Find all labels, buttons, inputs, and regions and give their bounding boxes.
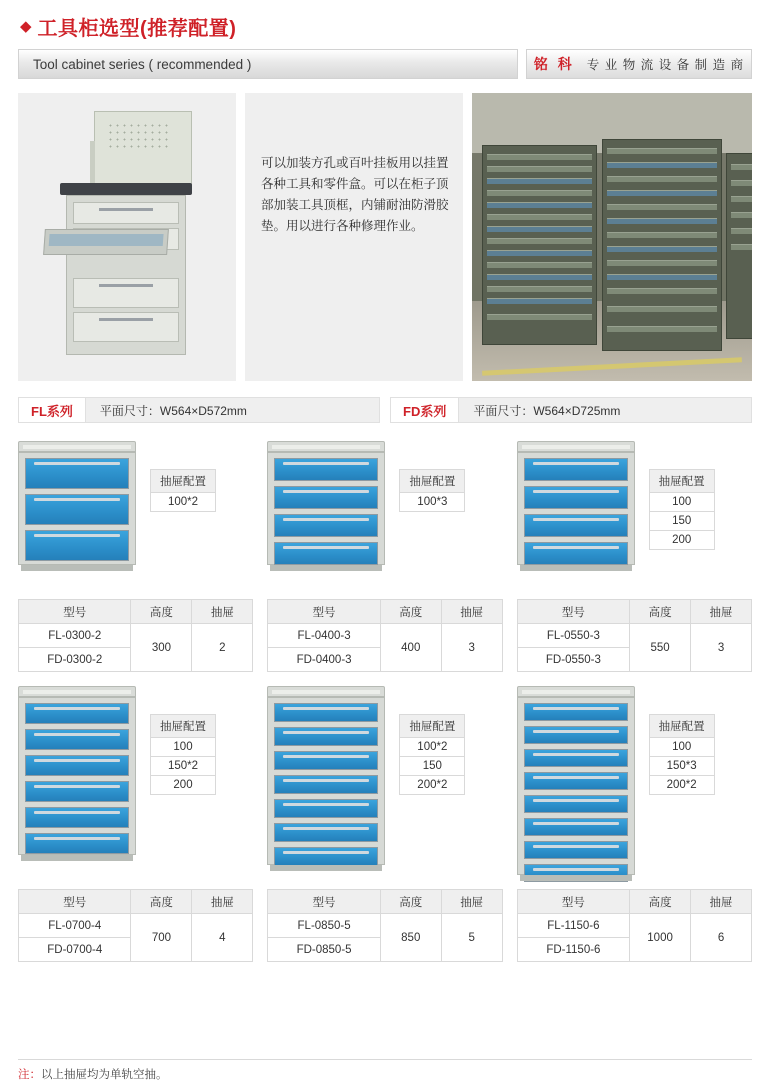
cabinet-drawing <box>517 686 635 881</box>
series-fl-dimension: 平面尺寸：W564×D572mm <box>99 403 247 418</box>
col-drawers: 抽屉 <box>441 600 502 624</box>
col-height: 高度 <box>380 600 441 624</box>
cabinet-top-mat <box>60 183 192 195</box>
drawer-config-box <box>649 714 715 795</box>
note-label: 注： <box>18 1069 41 1081</box>
brand-tagline: 专 业 物 流 设 备 制 造 商 <box>586 58 745 72</box>
drawer-config-value: 200 <box>150 776 216 795</box>
spec-table <box>18 599 253 672</box>
drawer-value: 5 <box>441 914 502 962</box>
col-drawers: 抽屉 <box>192 890 253 914</box>
drawer-config-value: 100*2 <box>399 738 465 757</box>
col-height: 高度 <box>630 890 691 914</box>
drawer-config-value: 150*3 <box>649 757 715 776</box>
cabinet-body <box>66 195 186 355</box>
model-fl: FL-1150-6 <box>517 914 629 938</box>
spec-table <box>517 889 752 962</box>
drawer-config-box <box>649 469 715 550</box>
drawer-config-value: 150 <box>649 512 715 531</box>
photo-cabinet-right <box>726 153 752 339</box>
product-card <box>517 441 752 672</box>
height-value: 400 <box>380 624 441 672</box>
drawer-config-value: 100*2 <box>150 493 216 512</box>
spec-table <box>18 889 253 962</box>
series-fd-dimension: 平面尺寸：W564×D725mm <box>473 403 621 418</box>
drawer-value: 6 <box>691 914 752 962</box>
brand-name: 铭 科 <box>533 56 575 72</box>
diamond-icon: ◆ <box>20 18 32 35</box>
product-card <box>267 686 502 962</box>
subtitle-bar <box>18 49 752 79</box>
back-panel-leg <box>90 141 95 189</box>
height-value: 300 <box>131 624 192 672</box>
subtitle-english: Tool cabinet series ( recommended ) <box>18 49 518 79</box>
cabinet-drawing <box>267 686 385 871</box>
drawer-config-value: 100 <box>649 493 715 512</box>
cabinet-drawing <box>18 441 136 571</box>
drawer-config-header: 抽屉配置 <box>399 714 465 738</box>
col-drawers: 抽屉 <box>441 890 502 914</box>
product-card <box>18 686 253 962</box>
page-title-text: 工具柜选型(推荐配置) <box>37 18 237 40</box>
model-fd: FD-1150-6 <box>517 938 629 962</box>
product-grid <box>18 441 752 962</box>
description-panel <box>245 93 463 381</box>
cabinet-illustration <box>52 111 202 361</box>
cabinet-illustration-panel <box>18 93 236 381</box>
brand-banner <box>526 49 752 79</box>
series-bar <box>18 397 752 423</box>
col-height: 高度 <box>380 890 441 914</box>
drawer-config-box <box>150 469 216 512</box>
drawer-config-value: 100 <box>150 738 216 757</box>
drawer-config-header: 抽屉配置 <box>399 469 465 493</box>
model-fd: FD-0300-2 <box>19 648 131 672</box>
drawer-config-header: 抽屉配置 <box>150 714 216 738</box>
drawer-value: 3 <box>441 624 502 672</box>
col-model: 型号 <box>268 600 380 624</box>
drawer-config-value: 200*2 <box>399 776 465 795</box>
col-model: 型号 <box>19 890 131 914</box>
drawer-config-box <box>399 714 465 795</box>
col-model: 型号 <box>19 600 131 624</box>
cabinet-photo <box>472 93 752 381</box>
cabinet-drawing <box>18 686 136 861</box>
spec-table <box>517 599 752 672</box>
drawer-config-value: 150*2 <box>150 757 216 776</box>
series-fd-name: FD系列 <box>391 398 459 422</box>
drawer-value: 3 <box>691 624 752 672</box>
series-fd <box>390 397 752 423</box>
col-drawers: 抽屉 <box>192 600 253 624</box>
height-value: 550 <box>630 624 691 672</box>
col-model: 型号 <box>517 890 629 914</box>
series-fl-name: FL系列 <box>19 398 86 422</box>
height-value: 850 <box>380 914 441 962</box>
col-drawers: 抽屉 <box>691 600 752 624</box>
drawer-config-value: 100 <box>649 738 715 757</box>
height-value: 700 <box>131 914 192 962</box>
model-fd: FD-0400-3 <box>268 648 380 672</box>
col-height: 高度 <box>131 890 192 914</box>
series-fl <box>18 397 380 423</box>
cabinet-drawing <box>267 441 385 571</box>
model-fd: FD-0700-4 <box>19 938 131 962</box>
model-fl: FL-0550-3 <box>517 624 629 648</box>
drawer-config-value: 200 <box>649 531 715 550</box>
photo-cabinet-left <box>482 145 597 345</box>
product-card <box>267 441 502 672</box>
drawer-config-value: 200*2 <box>649 776 715 795</box>
col-model: 型号 <box>268 890 380 914</box>
drawer-value: 2 <box>192 624 253 672</box>
cabinet-photo-panel <box>472 93 752 381</box>
product-card <box>517 686 752 962</box>
model-fl: FL-0850-5 <box>268 914 380 938</box>
drawer-config-header: 抽屉配置 <box>150 469 216 493</box>
drawer-config-header: 抽屉配置 <box>649 469 715 493</box>
open-drawer <box>43 229 169 255</box>
height-value: 1000 <box>630 914 691 962</box>
perforated-back-panel <box>94 111 192 185</box>
perforation-pattern <box>107 122 171 148</box>
cabinet-drawing <box>517 441 635 571</box>
top-panels <box>18 93 752 381</box>
model-fd: FD-0550-3 <box>517 648 629 672</box>
model-fl: FL-0400-3 <box>268 624 380 648</box>
col-height: 高度 <box>630 600 691 624</box>
drawer-config-box <box>399 469 465 512</box>
photo-cabinet-middle <box>602 139 722 351</box>
col-model: 型号 <box>517 600 629 624</box>
model-fl: FL-0700-4 <box>19 914 131 938</box>
note-text: 以上抽屉均为单轨空抽。 <box>41 1069 168 1081</box>
footer-note <box>18 1059 752 1082</box>
drawer-config-value: 150 <box>399 757 465 776</box>
description-text: 可以加装方孔或百叶挂板用以挂置各种工具和零件盒。可以在柜子顶部加装工具顶框，内铺耐油防滑胶垫。用以进行各种修理作业。 <box>261 156 449 233</box>
drawer-config-box <box>150 714 216 795</box>
model-fd: FD-0850-5 <box>268 938 380 962</box>
col-drawers: 抽屉 <box>691 890 752 914</box>
spec-table <box>267 889 502 962</box>
spec-table <box>267 599 502 672</box>
model-fl: FL-0300-2 <box>19 624 131 648</box>
page-title <box>18 0 752 47</box>
drawer-config-value: 100*3 <box>399 493 465 512</box>
drawer-config-header: 抽屉配置 <box>649 714 715 738</box>
drawer-value: 4 <box>192 914 253 962</box>
col-height: 高度 <box>131 600 192 624</box>
product-card <box>18 441 253 672</box>
